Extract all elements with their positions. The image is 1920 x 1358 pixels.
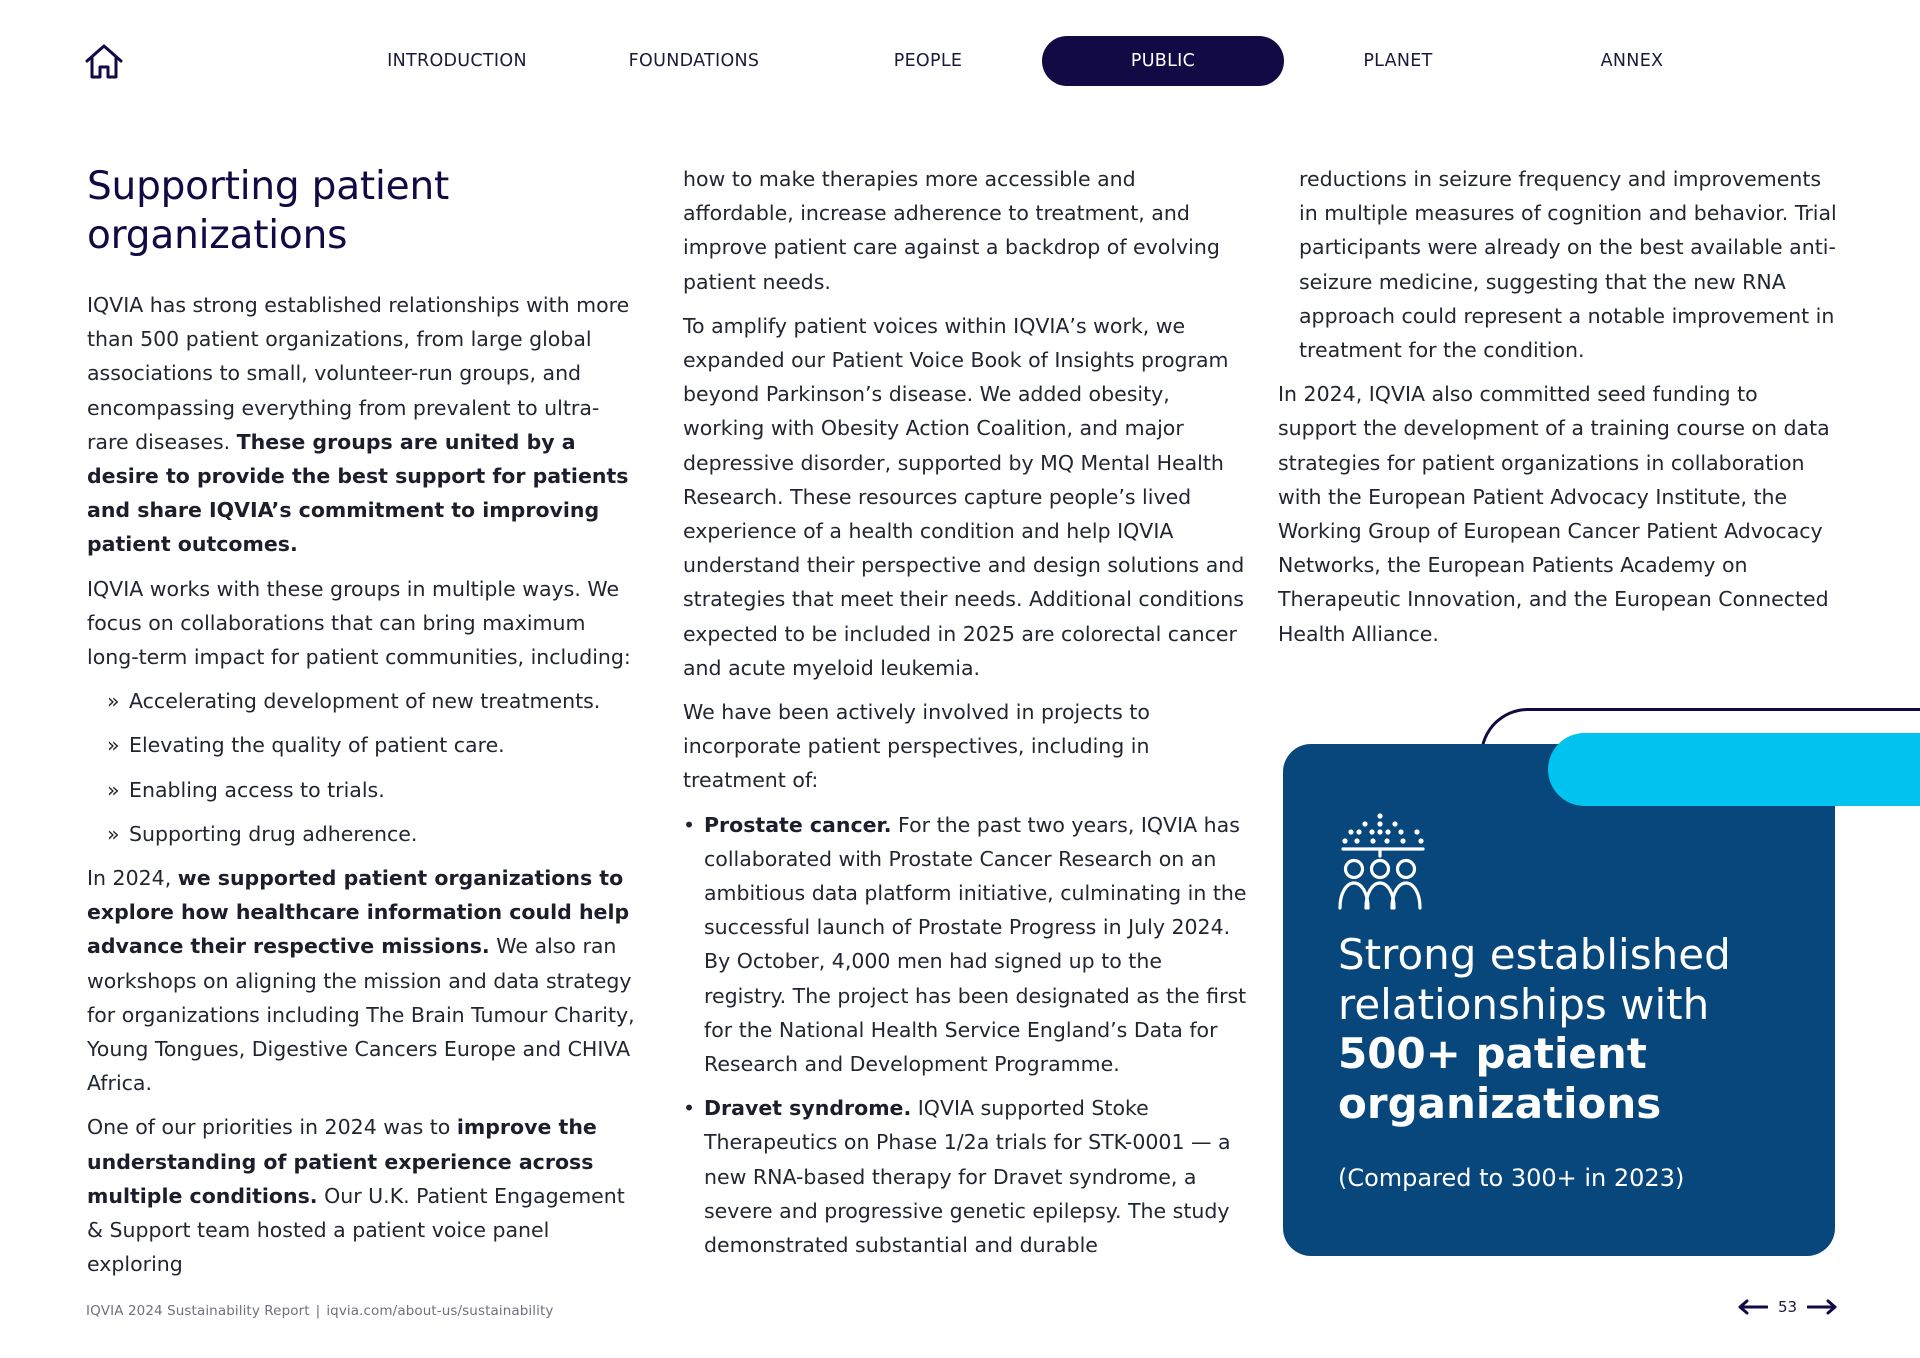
stat-highlight-1: 500+ patient	[1338, 1029, 1647, 1078]
list-item-text: Enabling access to trials.	[129, 777, 385, 802]
stat-line-1: Strong established	[1338, 930, 1731, 979]
treatment-list	[683, 808, 1249, 1263]
list-item-text: Accelerating development of new treatments.	[129, 689, 601, 714]
list-marker: »	[107, 777, 120, 802]
bullet-marker: •	[683, 812, 696, 837]
list-item	[107, 684, 635, 718]
page-number: 53	[1778, 1298, 1798, 1316]
paragraph: To amplify patient voices within IQVIA’s work, we expanded our Patient Voice Book of Insights program beyond Parkinson’s disease. We added obesity, working with Obesity Action Coalition, and major depressive disorder, supported by MQ Mental Health Research. These resources capture people’s lived experience of a health condition and help IQVIA understand their perspective and design solutions and strategies that meet their needs. Additional conditions expected to be included in 2025 are colorectal cancer and acute myeloid leukemia.	[683, 313, 1245, 680]
paragraph: IQVIA works with these groups in multiple ways. We focus on collaborations that can bring maximum long-term impact for patient communities, including:	[87, 576, 631, 670]
paragraph: We have been actively involved in projects to incorporate patient perspectives, including in treatment of:	[683, 700, 1150, 793]
arrow-left-icon[interactable]	[1738, 1299, 1768, 1315]
stat-headline	[1338, 930, 1808, 1128]
bold-text: Prostate cancer.	[704, 812, 892, 837]
list-item-text: Supporting drug adherence.	[129, 821, 418, 846]
text: We also ran workshops on aligning the mission and data strategy for organizations including The Brain Tumour Charity, Young Tongues, Digestive Cancers Europe and CHIVA Africa.	[87, 934, 635, 1096]
paragraph	[87, 1110, 635, 1281]
column-1	[87, 162, 635, 1291]
stat-comparison-note: (Compared to 300+ in 2023)	[1338, 1164, 1685, 1192]
bold-text: we supported patient organizations to explore how healthcare information could help advance their respective missions.	[87, 866, 630, 959]
paragraph-continued: reductions in seizure frequency and improvements in multiple measures of cognition and behavior. Trial participants were already on the best available anti-seizure medicine, suggesting that the new RNA approach could represent a notable improvement in treatment for the condition.	[1299, 167, 1837, 363]
nav-introduction[interactable]: INTRODUCTION	[387, 51, 527, 71]
nav-annex[interactable]: ANNEX	[1600, 51, 1664, 71]
list-marker: »	[107, 689, 120, 714]
bold-text: improve the understanding of patient experience across multiple conditions.	[87, 1115, 597, 1208]
text: IQVIA has strong established relationships with more than 500 patient organizations, from large global associations to small, volunteer-run groups, and encompassing everything from prevalent to ultra-rare diseases.	[87, 293, 630, 454]
page-navigation	[1738, 1294, 1837, 1320]
arrow-right-icon[interactable]	[1807, 1299, 1837, 1315]
nav-foundations[interactable]: FOUNDATIONS	[628, 51, 760, 71]
list-item	[107, 773, 635, 807]
paragraph	[87, 861, 635, 1100]
stat-line-2: relationships with	[1338, 979, 1710, 1029]
text: Our U.K. Patient Engagement & Support team hosted a patient voice panel exploring	[87, 1183, 625, 1277]
list-marker: »	[107, 821, 120, 846]
text: One of our priorities in 2024 was to	[87, 1115, 457, 1140]
nav-planet[interactable]: PLANET	[1363, 51, 1433, 71]
title-line-1: Supporting patient	[87, 164, 450, 209]
text: IQVIA supported Stoke Therapeutics on Phase 1/2a trials for STK-0001 — a new RNA-based therapy for Dravet syndrome, a severe and progressive genetic epilepsy. The study demonstrated substantial and durable	[704, 1096, 1231, 1258]
text: For the past two years, IQVIA has collaborated with Prostate Cancer Research on an ambitious data platform initiative, culminating in the successful launch of Prostate Progress in July 2024. By October, 4,000 men had signed up to the registry. The project has been designated as the first for the National Health Service England’s Data for Research and Development Programme.	[704, 812, 1247, 1077]
nav-public[interactable]: PUBLIC	[1042, 36, 1284, 86]
home-icon[interactable]	[84, 42, 124, 80]
list-item	[683, 808, 1249, 1082]
paragraph: In 2024, IQVIA also committed seed funding to support the development of a training course on data strategies for patient organizations in collaboration with the European Patient Advocacy Institute, the Working Group of European Cancer Patient Advocacy Networks, the European Patients Academy on Therapeutic Innovation, and the European Connected Health Alliance.	[1278, 382, 1830, 646]
nav-people[interactable]: PEOPLE	[893, 51, 963, 71]
list-item	[683, 1091, 1249, 1262]
bullet-marker: •	[683, 1096, 696, 1121]
title-line-2: organizations	[87, 213, 348, 258]
list-item-text: Elevating the quality of patient care.	[129, 733, 505, 758]
page-title	[87, 162, 635, 260]
footer-report-name: IQVIA 2024 Sustainability Report	[86, 1303, 310, 1319]
list-marker: »	[107, 733, 120, 758]
paragraph	[87, 288, 635, 562]
bold-text: Dravet syndrome.	[704, 1096, 912, 1121]
column-2	[683, 162, 1249, 1272]
accent-pill-decoration	[1548, 733, 1920, 806]
footer-url-link[interactable]: iqvia.com/about-us/sustainability	[326, 1303, 554, 1319]
stat-highlight-2: organizations	[1338, 1078, 1662, 1128]
bold-text: These groups are united by a desire to provide the best support for patients and share IQVIA’s commitment to improving patient outcomes.	[87, 429, 629, 557]
list-item	[107, 728, 635, 762]
impact-list	[87, 684, 635, 851]
people-network-icon	[1337, 812, 1437, 916]
footer-separator: |	[315, 1303, 321, 1319]
column-3	[1278, 162, 1838, 661]
list-item	[107, 817, 635, 851]
paragraph: how to make therapies more accessible and affordable, increase adherence to treatment, and improve patient care against a backdrop of evolving patient needs.	[683, 167, 1220, 294]
text: In 2024,	[87, 866, 178, 891]
footer	[86, 1303, 553, 1319]
